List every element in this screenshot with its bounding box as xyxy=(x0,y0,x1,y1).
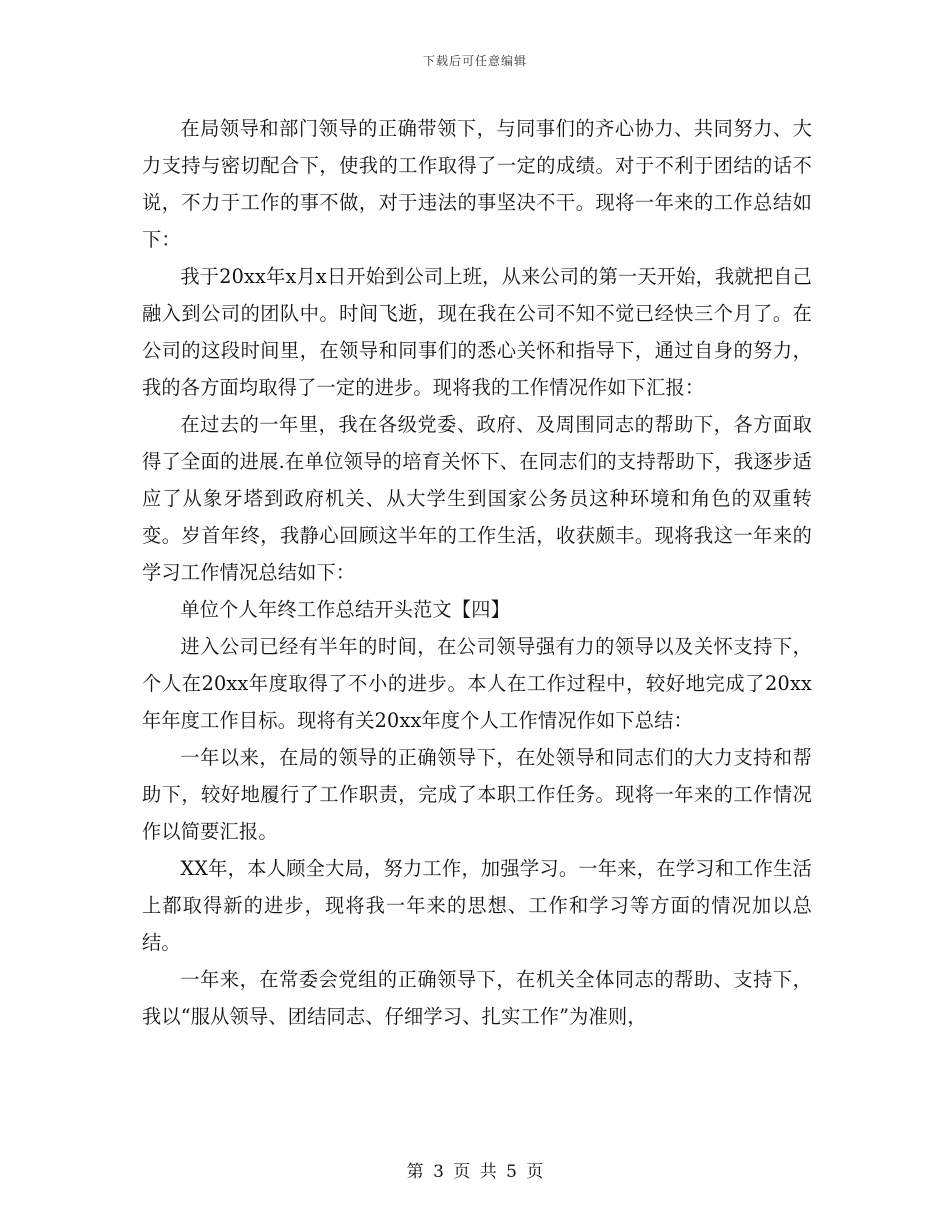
page-number-footer: 第 3 页 共 5 页 xyxy=(406,1162,544,1182)
paragraph-3: 在过去的一年里，我在各级党委、政府、及周围同志的帮助下，各方面取得了全面的进展.在单位领导的培育关怀下、在同志们的支持帮助下，我逐步适应了从象牙塔到政府机关、从大学生到国家公务员这种环境和角色的双重转变。岁首年终，我静心回顾这半年的工作生活，收获颇丰。现将我这一年来的学习工作情况总结如下： xyxy=(142,413,812,584)
document-body xyxy=(142,110,812,1035)
page-header: 下载后可任意编辑 xyxy=(422,54,527,68)
paragraph-7: 一年来，在常委会党组的正确领导下，在机关全体同志的帮助、支持下，我以“服从领导、团结同志、仔细学习、扎实工作”为准则， xyxy=(142,968,812,1028)
paragraph-5: 一年以来，在局的领导的正确领导下，在处领导和同志们的大力支持和帮助下，较好地履行了工作职责，完成了本职工作任务。现将一年来的工作情况作以简要汇报。 xyxy=(142,746,812,843)
paragraph-4: 进入公司已经有半年的时间，在公司领导强有力的领导以及关怀支持下，个人在20xx年度取得了不小的进步。本人在工作过程中，较好地完成了20xx年年度工作目标。现将有关20xx年度个人工作情况作如下总结： xyxy=(142,635,812,732)
paragraph-6: XX年，本人顾全大局，努力工作，加强学习。一年来，在学习和工作生活上都取得新的进步，现将我一年来的思想、工作和学习等方面的情况加以总结。 xyxy=(142,857,812,954)
paragraph-1: 在局领导和部门领导的正确带领下，与同事们的齐心协力、共同努力、大力支持与密切配合下，使我的工作取得了一定的成绩。对于不利于团结的话不说，不力于工作的事不做，对于违法的事坚决不干。现将一年来的工作总结如下： xyxy=(142,117,812,251)
paragraph-2: 我于20xx年x月x日开始到公司上班，从来公司的第一天开始，我就把自己融入到公司的团队中。时间飞逝，现在我在公司不知不觉已经快三个月了。在公司的这段时间里，在领导和同事们的悉心关怀和指导下，通过自身的努力，我的各方面均取得了一定的进步。现将我的工作情况作如下汇报： xyxy=(142,265,812,399)
section-heading: 单位个人年终工作总结开头范文【四】 xyxy=(180,598,510,621)
